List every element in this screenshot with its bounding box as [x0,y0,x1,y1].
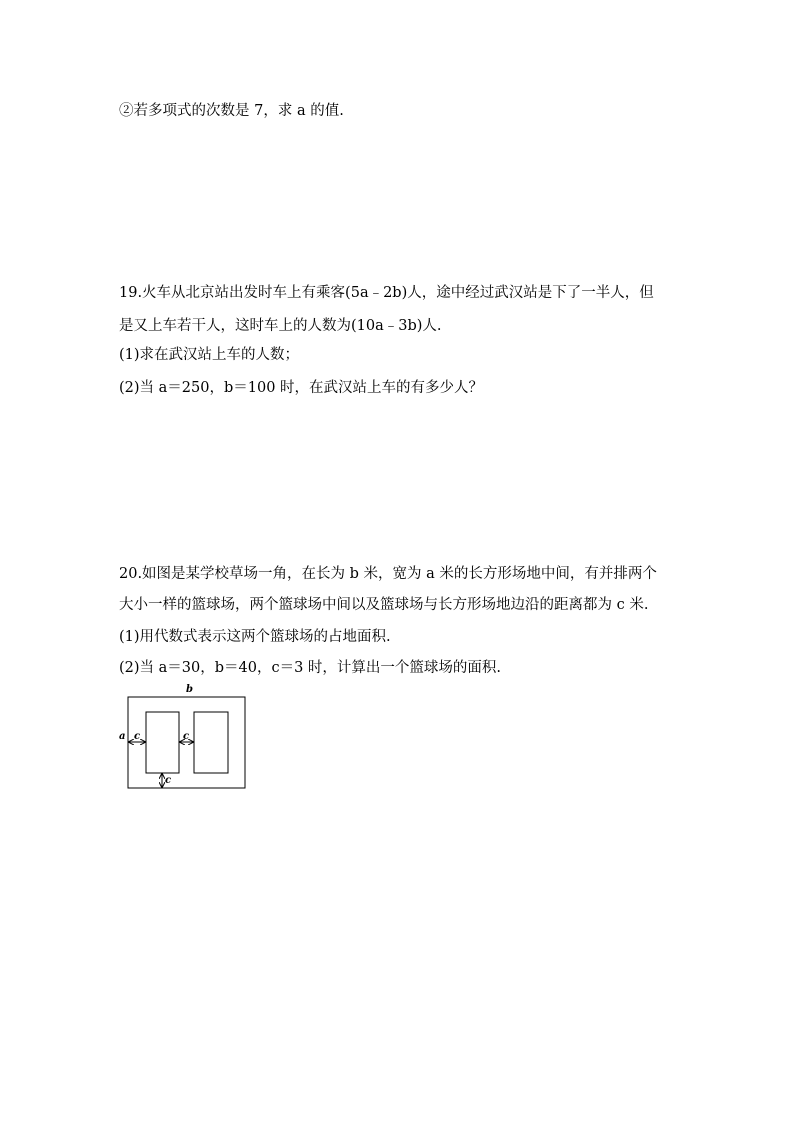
q20-subquestion-1: (1)用代数式表示这两个篮球场的占地面积. [119,629,391,645]
q19-subquestion-2: (2)当 a＝250，b＝100 时，在武汉站上车的有多少人？ [119,380,484,396]
basketball-court-figure [112,680,252,795]
figure-svg [112,680,252,795]
label-c-middle: c [183,731,190,742]
q19-line-1: 19.火车从北京站出发时车上有乘客(5a﹣2b)人，途中经过武汉站是下了一半人，但 [119,285,654,301]
court-right [194,712,228,773]
label-a: a [119,731,126,742]
q18-part2: ②若多项式的次数是 7，求 a 的值. [119,103,344,119]
label-c-bottom: c [165,775,172,786]
q20-line-1: 20.如图是某学校草场一角，在长为 b 米，宽为 a 米的长方形场地中间，有并排两个 [119,566,657,582]
q20-subquestion-2: (2)当 a＝30，b＝40，c＝3 时，计算出一个篮球场的面积. [119,660,502,676]
q19-subquestion-1: (1)求在武汉站上车的人数； [119,347,300,363]
label-c-left: c [134,731,141,742]
q19-line-2: 是又上车若干人，这时车上的人数为(10a﹣3b)人. [119,318,442,334]
label-b: b [186,684,193,695]
court-left [146,712,179,773]
q20-line-2: 大小一样的篮球场，两个篮球场中间以及篮球场与长方形场地边沿的距离都为 c 米. [119,597,649,613]
